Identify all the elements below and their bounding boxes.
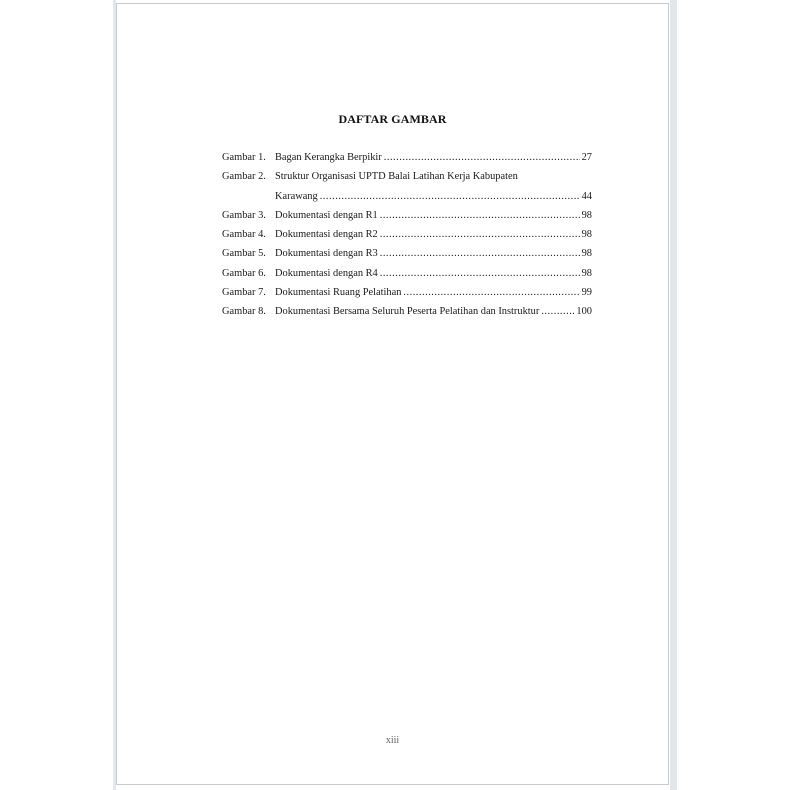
entry-title: Dokumentasi Bersama Seluruh Peserta Pelatihan dan Instruktur (275, 306, 540, 318)
entry-label: Gambar 6. (222, 267, 266, 279)
toc-entry[interactable] (222, 148, 592, 167)
entry-title-line: Struktur Organisasi UPTD Balai Latihan Kerja Kabupaten (275, 171, 518, 183)
entry-page-number: 99 (581, 287, 592, 299)
entry-body (275, 283, 592, 302)
dot-leader (541, 302, 574, 321)
dot-leader (380, 244, 580, 263)
entry-page-number: 27 (581, 152, 592, 163)
entry-title: Karawang (275, 190, 318, 202)
dot-leader (380, 264, 580, 283)
entry-body (275, 225, 592, 244)
dot-leader (403, 283, 579, 302)
list-of-figures (222, 148, 592, 322)
dot-leader (380, 206, 580, 225)
entry-page-number: 100 (576, 306, 592, 318)
toc-entry[interactable] (222, 302, 592, 321)
page-title: DAFTAR GAMBAR (338, 112, 447, 126)
toc-entry[interactable] (222, 206, 592, 225)
entry-label: Gambar 5. (222, 248, 266, 260)
toc-entry[interactable] (222, 283, 592, 302)
entry-label: Gambar 2. (222, 171, 266, 183)
entry-page-number: 98 (581, 248, 592, 260)
entry-title: Bagan Kerangka Berpikir (275, 152, 382, 163)
entry-body (275, 167, 592, 206)
entry-title: Dokumentasi dengan R1 (275, 209, 378, 221)
entry-label: Gambar 7. (222, 287, 266, 299)
entry-label: Gambar 3. (222, 209, 266, 221)
entry-label: Gambar 8. (222, 306, 266, 318)
entry-title: Dokumentasi dengan R4 (275, 267, 378, 279)
page-number-footer: xiii (385, 735, 400, 746)
entry-body (275, 244, 592, 263)
entry-label: Gambar 4. (222, 229, 266, 241)
toc-entry[interactable] (222, 244, 592, 263)
viewer-scrollbar-track[interactable] (670, 0, 677, 790)
entry-body (275, 302, 592, 321)
entry-body (275, 206, 592, 225)
entry-page-number: 44 (581, 190, 592, 202)
entry-title: Dokumentasi dengan R3 (275, 248, 378, 260)
entry-label: Gambar 1. (222, 152, 266, 163)
entry-body (275, 148, 592, 167)
toc-entry[interactable] (222, 264, 592, 283)
entry-body (275, 264, 592, 283)
toc-entry[interactable] (222, 225, 592, 244)
entry-title: Dokumentasi Ruang Pelatihan (275, 287, 402, 299)
entry-page-number: 98 (581, 209, 592, 221)
entry-page-number: 98 (581, 267, 592, 279)
dot-leader (380, 225, 580, 244)
document-page (116, 3, 669, 785)
toc-entry[interactable] (222, 167, 592, 206)
dot-leader (384, 148, 580, 167)
entry-title: Dokumentasi dengan R2 (275, 229, 378, 241)
entry-page-number: 98 (581, 229, 592, 241)
dot-leader (320, 187, 580, 206)
